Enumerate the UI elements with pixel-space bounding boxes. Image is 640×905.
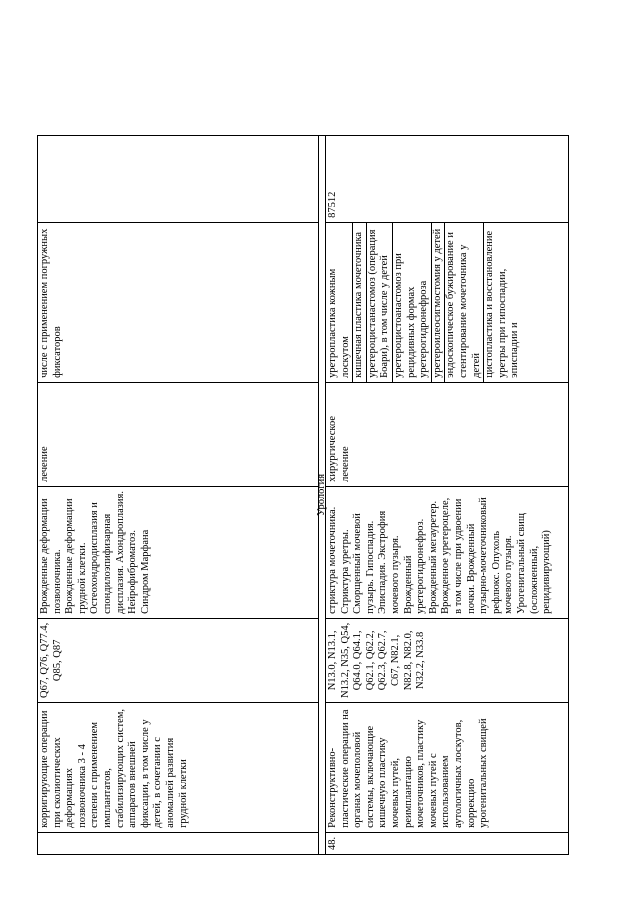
method-item: кишечная пластика мочеточника: [352, 223, 366, 382]
method-item: эндоскопическое бужирование и стентирование мочеточника у детей: [444, 223, 483, 382]
table-row: [326, 135, 569, 854]
codes-cell: N13.0, N13.1, N13.2, N35, Q54, Q64.0, Q64.1, Q62.1, Q62.2, Q62.3, Q62.7, C67, N82.1, N82.8, N82.0, N32.2, N33.8: [326, 618, 569, 702]
codes-cell: Q67, Q76, Q77.4, Q85, Q87: [38, 618, 319, 702]
table-row: [38, 135, 319, 854]
section-row: [319, 135, 326, 854]
method-item: уретропластика кожным лоскутом: [327, 268, 351, 378]
amount-cell: 87512: [326, 135, 569, 222]
patient-models-cell: Врожденные деформации позвоночника. Врожденные деформации грудной клетки. Остеохондродисплазия и спондилоэпифизарная дисплазия. Ахондроплазия. Нейрофиброматоз. Синдром Марфана: [38, 486, 319, 618]
treatment-type-cell: лечение: [38, 382, 319, 486]
method-item: уретероцистоанастомоз при рецидивных формах уретерогидронефроза: [392, 223, 431, 382]
medical-procedures-table: [37, 135, 569, 855]
patient-models-cell: стриктура мочеточника. Стриктура уретры. Сморщенный мочевой пузырь. Гипоспадия. Эписпадия. Экстрофия мочевого пузыря. Врожденный уретерогидронефроз. Врожденный мегауретер. Врожденное уретероцеле, в том числе при удвоении почки. Врожденный пузырно-мочеточниковый рефлюкс. Опухоль мочевого пузыря. Урогенитальный свищ (осложненный, рецидивирующий): [326, 486, 569, 618]
treatment-type-cell: хирургическое лечение: [326, 382, 569, 486]
method-item: числе с применением погружных фиксаторов: [39, 228, 63, 378]
indications-cell: Реконструктивно-пластические операции на органах мочеполовой системы, включающие кишечную пластику мочевых путей, реимплантацию мочеточников, пластику мочевых путей с использованием аутологичных лоскутов, коррекцию урогенитальных свищей: [326, 702, 569, 832]
methods-cell: [326, 222, 569, 382]
method-item: цистопластика и восстановление уретры при гипоспадии, эписпадии и: [483, 223, 522, 382]
indications-cell: корригирующие операции при сколиотических деформациях позвоночника 3 - 4 степени с применением имплантатов, стабилизирующих систем, аппаратов внешней фиксации, в том числе у детей, в сочетании с аномалией развития грудной клетки: [38, 702, 319, 832]
number-cell: [38, 832, 319, 854]
method-item: уретероилеосигмостомия у детей: [431, 223, 445, 382]
section-title: Урология: [319, 135, 326, 854]
methods-cell: [38, 222, 319, 382]
amount-cell: [38, 135, 319, 222]
number-cell: 48.: [326, 832, 569, 854]
method-item: уретероцистанастомоз (операция Боари), в том числе у детей: [366, 223, 392, 382]
